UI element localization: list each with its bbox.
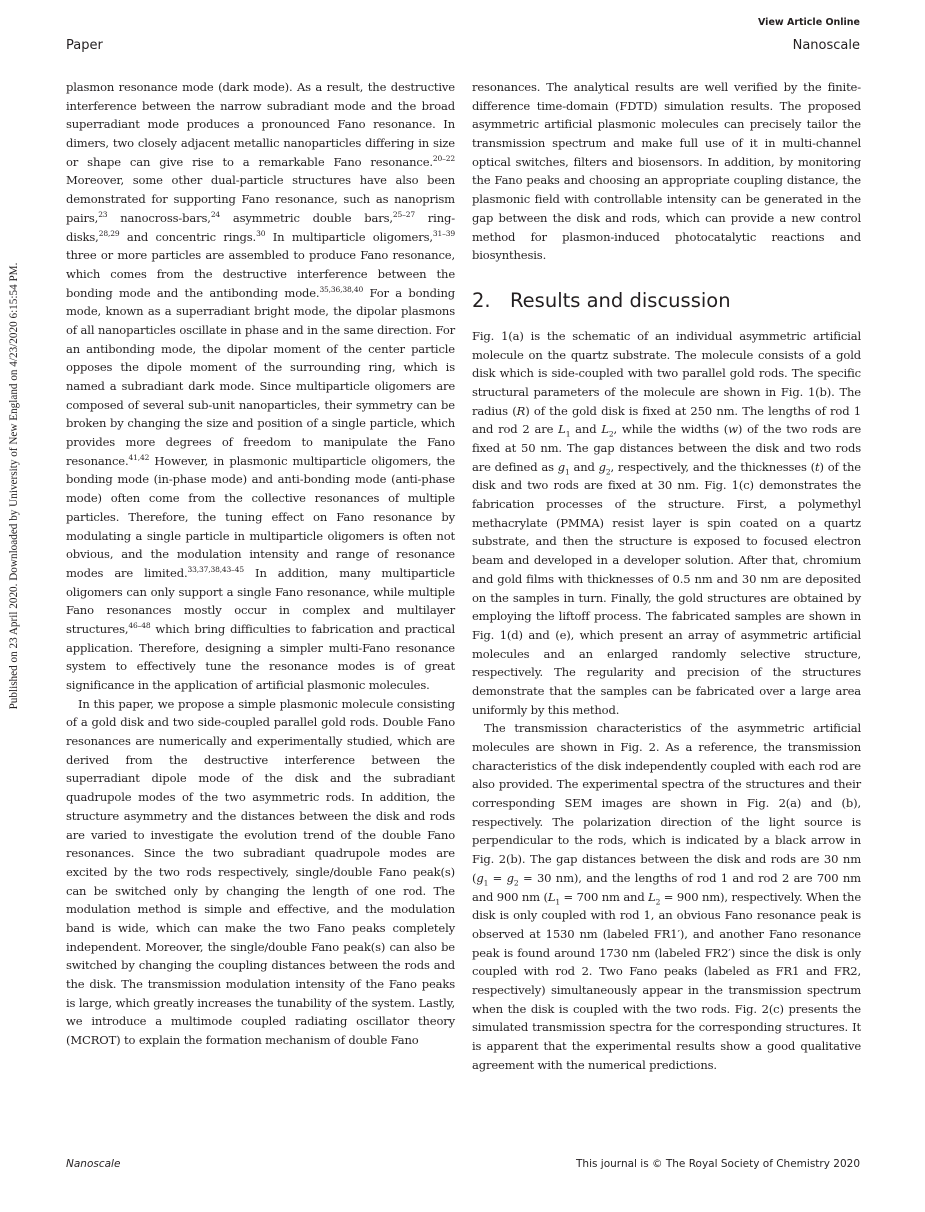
math-sub: 1 [483, 878, 489, 888]
view-article-online-link[interactable]: View Article Online [758, 17, 860, 28]
citation-ref[interactable]: 20–22 [432, 153, 455, 163]
text-run: , respectively, and the thicknesses ( [610, 459, 815, 474]
math-var: t [815, 459, 820, 474]
text-run: and [570, 422, 602, 437]
text-run: asymmetric double bars, [220, 210, 393, 225]
math-var: g [506, 870, 514, 885]
paragraph [472, 327, 861, 719]
right-column [472, 78, 861, 1074]
citation-ref[interactable]: 33,37,38,43–45 [187, 565, 245, 575]
math-var: g [476, 870, 484, 885]
text-run: three or more particles are assembled to produce Fano resonance, which comes from the destructive interference between the bonding mode and the antibonding mode. [66, 248, 455, 300]
citation-ref[interactable]: 30 [256, 228, 266, 238]
text-run: plasmon resonance mode (dark mode). As a result, the destructive interference between the narrow subradiant mode and the broad superradiant mode produces a pronounced Fano resonance. In dimers, two closely adjacent metallic nanoparticles differing in size or shape can give rise to a remarkable Fano resonance. [66, 80, 455, 169]
math-sub: 2 [605, 466, 611, 476]
math-var: g [557, 459, 565, 474]
running-head-section: Paper [66, 38, 103, 53]
left-column [66, 78, 455, 1050]
text-run: However, in plasmonic multiparticle oligomers, the bonding mode (in-phase mode) and anti-bonding mode (anti-phase mode) often come from the collective resonances of multiple particles. Therefore, the tuning effect on Fano resonance by modulating a single particle in multiparticle oligomers is often not obvious, and the modulation intensity and range of resonance modes are limited. [66, 453, 455, 580]
section-heading [472, 289, 861, 313]
math-sub: 2 [513, 878, 519, 888]
citation-ref[interactable]: 23 [98, 209, 108, 219]
text-run: and [569, 459, 599, 474]
citation-ref[interactable]: 41,42 [128, 452, 150, 462]
math-var: g [598, 459, 606, 474]
math-var: L [648, 889, 656, 904]
math-sub: 1 [565, 429, 571, 439]
math-sub: 2 [608, 429, 614, 439]
text-run: ) of the two rods are fixed at 50 nm. The gap distances between the disk and two rods are defined as [472, 422, 862, 474]
math-sub: 1 [564, 466, 570, 476]
citation-ref[interactable]: 35,36,38,40 [319, 284, 364, 294]
math-var: L [558, 422, 566, 437]
text-run: and concentric rings. [119, 229, 257, 244]
math-sub: 2 [655, 896, 661, 906]
math-var: L [547, 889, 556, 904]
text-run: For a bonding mode, known as a superradiant bright mode, the dipolar plasmons of all nanoparticles oscillate in phase and in the same direction. For an antibonding mode, the dipolar moment of the center particle opposes the dipole moment of the surrounding ring, which is named a subradiant dark mode. Since multiparticle oligomers are composed of several sub-unit nanoparticles, their symmetry can be broken by changing the size and position of a single particle, which provides more degrees of freedom to manipulate the Fano resonance. [66, 285, 455, 468]
citation-ref[interactable]: 46–48 [128, 621, 151, 631]
text-run: The transmission characteristics of the asymmetric artificial molecules are shown in Fig. 2. As a reference, the transmission characteristics of the disk independently coupled with each rod are also provided. The experimental spectra of the structures and their corresponding SEM images are shown in Fig. 2(a) and (b), respectively. The polarization direction of the light source is perpendicular to the rods, which is indicated by a black arrow in Fig. 2(b). The gap distances between the disk and rods are 30 nm ( [472, 721, 861, 885]
math-sub: 1 [555, 896, 561, 906]
math-var: R [516, 403, 526, 418]
footer-journal-name: Nanoscale [66, 1158, 121, 1170]
text-run: nanocross-bars, [107, 210, 211, 225]
text-run: ) of the gold disk is fixed at 250 nm. The lengths of rod 1 and rod 2 are [472, 403, 861, 437]
paragraph [472, 719, 861, 1074]
math-var: L [601, 422, 609, 437]
footer-copyright: This journal is © The Royal Society of Chemistry 2020 [576, 1158, 860, 1170]
citation-ref[interactable]: 31–39 [432, 228, 455, 238]
text-run: = 900 nm), respectively. When the disk is only coupled with rod 1, an obvious Fano resonance peak is observed at 1530 nm (labeled FR1′), and another Fano resonance peak is found around 1730 nm (labeled FR2′) since the disk is only coupled with rod 2. Two Fano peaks (labeled as FR1 and FR2, respectively) simultaneously appear in the transmission spectrum when the disk is coupled with the two rods. Fig. 2(c) presents the simulated transmission spectra for the corresponding structures. It is apparent that the experimental results show a good qualitative agreement with the numerical predictions. [472, 889, 861, 1072]
citation-ref[interactable]: 25–27 [392, 209, 415, 219]
text-run: which bring difficulties to fabrication and practical application. Therefore, designing a simpler multi-Fano resonance system to effectively tune the resonance modes is of great significance in the application of artificial plasmonic molecules. [66, 621, 455, 692]
paragraph [66, 78, 455, 695]
text-run: = 700 nm and [560, 889, 649, 904]
section-number: 2. [472, 288, 491, 312]
running-head-journal: Nanoscale [792, 38, 860, 53]
text-run: Fig. 1(a) is the schematic of an individual asymmetric artificial molecule on the quartz substrate. The molecule consists of a gold disk which is side-coupled with two parallel gold rods. The specific structural parameters of the molecule are shown in Fig. 1(b). The radius ( [472, 328, 861, 418]
text-run: ring-disks, [66, 210, 455, 244]
paragraph: resonances. The analytical results are well verified by the finite-difference time-domain (FDTD) simulation results. The proposed asymmetric artificial plasmonic molecules can precisely tailor the transmission spectrum and make full use of it in multi-channel optical switches, filters and biosensors. In addition, by monitoring the Fano peaks and choosing an appropriate coupling distance, the plasmonic field with controllable intensity can be generated in the gap between the disk and rods, which can provide a new control method for plasmon-induced photocatalytic reactions and biosynthesis. [472, 80, 861, 263]
section-title: Results and discussion [510, 288, 731, 312]
text-run: = 30 nm), and the lengths of rod 1 and rod 2 are 700 nm and 900 nm ( [472, 870, 861, 904]
text-run: , while the widths ( [613, 422, 729, 437]
math-var: w [728, 422, 738, 437]
text-run: Moreover, some other dual-particle structures have also been demonstrated for supporting Fano resonance, such as nanoprism pairs, [66, 173, 455, 225]
paragraph: In this paper, we propose a simple plasmonic molecule consisting of a gold disk and two side-coupled parallel gold rods. Double Fano resonances are numerically and experimentally studied, which are derived from the destructive interference between the superradiant dipole mode of the disk and the subradiant quadrupole modes of the two asymmetric rods. In addition, the structure asymmetry and the distances between the disk and rods are varied to investigate the evolution trend of the double Fano resonances. Since the two subradiant quadrupole modes are excited by the two rods respectively, single/double Fano peak(s) can be switched only by changing the length of one rod. The modulation method is simple and effective, and the modulation band is wide, which can make the two Fano peaks completely independent. Moreover, the single/double Fano peak(s) can also be switched by changing the coupling distances between the rods and the disk. The transmission modulation intensity of the Fano peaks is large, which greatly increases the tunability of the system. Lastly, we introduce a multimode coupled radiating oscillator theory (MCROT) to explain the formation mechanism of double Fano [66, 696, 455, 1048]
publication-sidebar-notice: Published on 23 April 2020. Downloaded by University of New England on 4/23/2020 6:15:54 PM. [8, 262, 20, 710]
text-run: = [488, 870, 507, 885]
citation-ref[interactable]: 28,29 [98, 228, 120, 238]
citation-ref[interactable]: 24 [210, 209, 221, 219]
text-run: ) of the disk and two rods are fixed at 30 nm. Fig. 1(c) demonstrates the fabrication processes of the structure. First, a polymethyl methacrylate (PMMA) resist layer is spin coated on a quartz substrate, and then the structure is exposed to focused electron beam and developed in a developer solution. After that, chromium and gold films with thicknesses of 0.5 nm and 30 nm are deposited on the samples in turn. Finally, the gold structures are obtained by employing the liftoff process. The fabricated samples are shown in Fig. 1(d) and (e), which present an array of asymmetric artificial molecules and an enlarged randomly selective structure, respectively. The regularity and precision of the structures demonstrate that the samples can be fabricated over a large area uniformly by this method. [472, 459, 861, 717]
text-run: In multiparticle oligomers, [265, 229, 433, 244]
text-run: In addition, many multiparticle oligomers can only support a single Fano resonance, while multiple Fano resonances mostly occur in complex and multilayer structures, [66, 565, 455, 636]
